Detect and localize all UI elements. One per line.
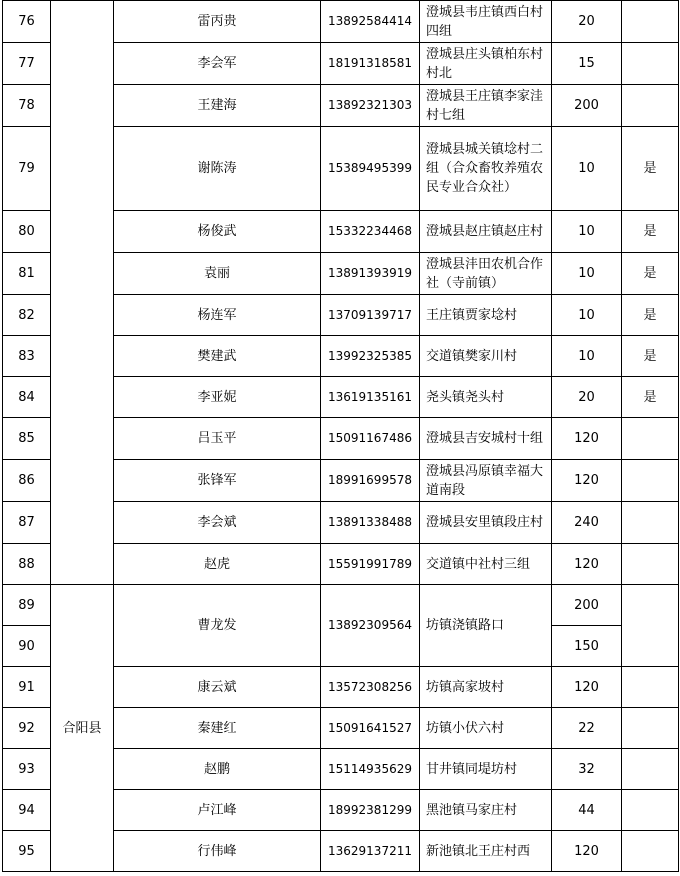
phone-number: 13892309564 [321, 585, 420, 667]
flag: 是 [622, 211, 679, 253]
address: 新池镇北王庄村西 [420, 831, 552, 872]
quantity: 44 [552, 790, 622, 831]
quantity: 200 [552, 85, 622, 127]
person-name: 曹龙发 [114, 585, 321, 667]
phone-number: 13709139717 [321, 295, 420, 336]
phone-number: 15332234468 [321, 211, 420, 253]
quantity: 10 [552, 211, 622, 253]
address: 澄城县王庄镇李家洼村七组 [420, 85, 552, 127]
person-name: 秦建红 [114, 708, 321, 749]
flag [622, 1, 679, 43]
flag [622, 585, 679, 667]
quantity: 10 [552, 295, 622, 336]
person-name: 雷丙贵 [114, 1, 321, 43]
address: 甘井镇同堤坊村 [420, 749, 552, 790]
row-number: 79 [3, 127, 51, 211]
row-number: 91 [3, 667, 51, 708]
row-number: 89 [3, 585, 51, 626]
person-name: 卢江峰 [114, 790, 321, 831]
phone-number: 18992381299 [321, 790, 420, 831]
address: 黑池镇马家庄村 [420, 790, 552, 831]
row-number: 87 [3, 502, 51, 544]
row-number: 82 [3, 295, 51, 336]
person-name: 谢陈涛 [114, 127, 321, 211]
phone-number: 15389495399 [321, 127, 420, 211]
quantity: 20 [552, 1, 622, 43]
phone-number: 13572308256 [321, 667, 420, 708]
quantity: 10 [552, 336, 622, 377]
flag: 是 [622, 253, 679, 295]
flag [622, 544, 679, 585]
quantity: 15 [552, 43, 622, 85]
row-number: 90 [3, 626, 51, 667]
row-number: 85 [3, 418, 51, 460]
address: 澄城县吉安城村十组 [420, 418, 552, 460]
quantity: 120 [552, 667, 622, 708]
flag [622, 790, 679, 831]
person-name: 赵虎 [114, 544, 321, 585]
flag [622, 460, 679, 502]
row-number: 80 [3, 211, 51, 253]
flag [622, 749, 679, 790]
flag [622, 831, 679, 872]
phone-number: 15091167486 [321, 418, 420, 460]
row-number: 78 [3, 85, 51, 127]
row-number: 95 [3, 831, 51, 872]
phone-number: 18991699578 [321, 460, 420, 502]
quantity: 150 [552, 626, 622, 667]
quantity: 32 [552, 749, 622, 790]
address: 王庄镇贾家埝村 [420, 295, 552, 336]
flag: 是 [622, 127, 679, 211]
quantity: 120 [552, 831, 622, 872]
phone-number: 13619135161 [321, 377, 420, 418]
person-name: 康云斌 [114, 667, 321, 708]
flag [622, 418, 679, 460]
data-table [2, 0, 679, 872]
row-number: 88 [3, 544, 51, 585]
table-row [3, 585, 679, 626]
quantity: 120 [552, 460, 622, 502]
row-number: 92 [3, 708, 51, 749]
table-row [3, 1, 679, 43]
phone-number: 13992325385 [321, 336, 420, 377]
person-name: 张锋军 [114, 460, 321, 502]
quantity: 20 [552, 377, 622, 418]
address: 坊镇高家坡村 [420, 667, 552, 708]
phone-number: 13892584414 [321, 1, 420, 43]
county-cell [51, 1, 114, 585]
person-name: 樊建武 [114, 336, 321, 377]
address: 澄城县赵庄镇赵庄村 [420, 211, 552, 253]
phone-number: 13891338488 [321, 502, 420, 544]
address: 坊镇浇镇路口 [420, 585, 552, 667]
person-name: 袁丽 [114, 253, 321, 295]
county-cell: 合阳县 [51, 585, 114, 872]
phone-number: 13629137211 [321, 831, 420, 872]
phone-number: 13891393919 [321, 253, 420, 295]
address: 澄城县城关镇埝村二组（合众畜牧养殖农民专业合众社） [420, 127, 552, 211]
quantity: 10 [552, 127, 622, 211]
quantity: 200 [552, 585, 622, 626]
row-number: 94 [3, 790, 51, 831]
quantity: 120 [552, 544, 622, 585]
address: 澄城县庄头镇柏东村村北 [420, 43, 552, 85]
flag [622, 708, 679, 749]
flag [622, 502, 679, 544]
quantity: 120 [552, 418, 622, 460]
quantity: 10 [552, 253, 622, 295]
row-number: 81 [3, 253, 51, 295]
flag [622, 43, 679, 85]
person-name: 杨俊武 [114, 211, 321, 253]
person-name: 李会军 [114, 43, 321, 85]
flag [622, 667, 679, 708]
address: 尧头镇尧头村 [420, 377, 552, 418]
address: 澄城县冯原镇幸福大道南段 [420, 460, 552, 502]
phone-number: 18191318581 [321, 43, 420, 85]
address: 澄城县韦庄镇西白村四组 [420, 1, 552, 43]
address: 澄城县沣田农机合作社（寺前镇） [420, 253, 552, 295]
person-name: 李亚妮 [114, 377, 321, 418]
phone-number: 15091641527 [321, 708, 420, 749]
address: 交道镇中社村三组 [420, 544, 552, 585]
flag: 是 [622, 336, 679, 377]
quantity: 22 [552, 708, 622, 749]
person-name: 赵鹏 [114, 749, 321, 790]
row-number: 93 [3, 749, 51, 790]
flag: 是 [622, 295, 679, 336]
row-number: 77 [3, 43, 51, 85]
address: 坊镇小伏六村 [420, 708, 552, 749]
person-name: 王建海 [114, 85, 321, 127]
address: 交道镇樊家川村 [420, 336, 552, 377]
phone-number: 13892321303 [321, 85, 420, 127]
row-number: 84 [3, 377, 51, 418]
row-number: 76 [3, 1, 51, 43]
address: 澄城县安里镇段庄村 [420, 502, 552, 544]
phone-number: 15591991789 [321, 544, 420, 585]
person-name: 吕玉平 [114, 418, 321, 460]
person-name: 杨连军 [114, 295, 321, 336]
phone-number: 15114935629 [321, 749, 420, 790]
row-number: 86 [3, 460, 51, 502]
flag [622, 85, 679, 127]
flag: 是 [622, 377, 679, 418]
person-name: 行伟峰 [114, 831, 321, 872]
row-number: 83 [3, 336, 51, 377]
person-name: 李会斌 [114, 502, 321, 544]
quantity: 240 [552, 502, 622, 544]
